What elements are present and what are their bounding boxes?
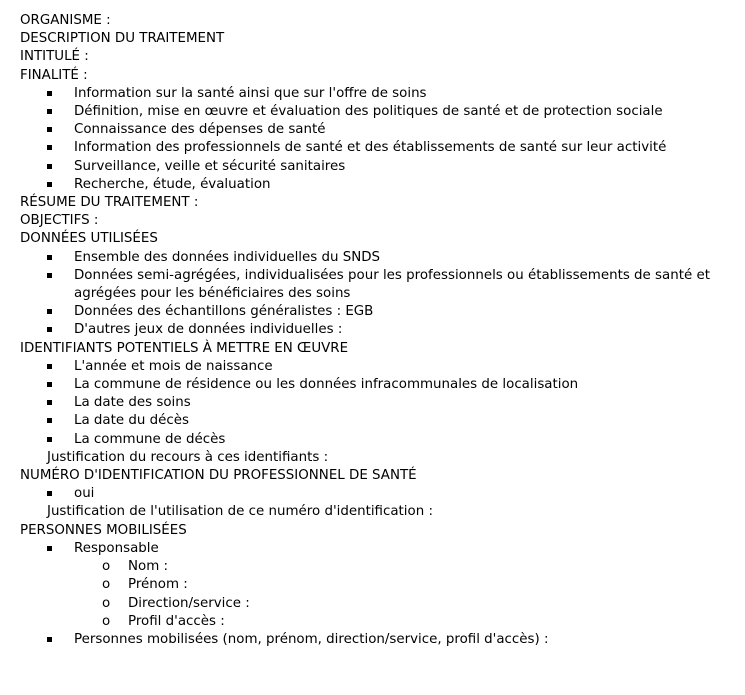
numero-heading: NUMÉRO D'IDENTIFICATION DU PROFESSIONNEL DE SANTÉ bbox=[20, 468, 417, 484]
list-item: Données des échantillons généralistes : EGB bbox=[20, 303, 745, 321]
circle-bullet-icon: o bbox=[102, 613, 111, 629]
list-item: La date du décès bbox=[20, 412, 745, 430]
bullet-icon bbox=[47, 273, 52, 278]
bullet-icon bbox=[47, 127, 52, 132]
bullet-icon bbox=[47, 145, 52, 150]
bullet-icon bbox=[47, 382, 52, 387]
finalite-list bbox=[20, 85, 745, 194]
bullet-icon bbox=[47, 255, 52, 260]
finalite-label: FINALITÉ : bbox=[20, 67, 88, 83]
sub-item-profil: o Profil d'accès : bbox=[20, 613, 745, 631]
list-item: Information sur la santé ainsi que sur l'offre de soins bbox=[20, 85, 745, 103]
intitule-label: INTITULÉ : bbox=[20, 49, 89, 65]
donnees-heading: DONNÉES UTILISÉES bbox=[20, 231, 158, 247]
circle-bullet-icon: o bbox=[102, 577, 111, 593]
sub-item-prenom: o Prénom : bbox=[20, 576, 745, 594]
bullet-icon bbox=[47, 327, 52, 332]
identifiants-justification: Justification du recours à ces identifiants : bbox=[47, 449, 329, 465]
list-item: Ensemble des données individuelles du SNDS bbox=[20, 249, 745, 267]
donnees-list bbox=[20, 249, 745, 340]
list-item-responsable: Responsable bbox=[20, 540, 745, 558]
bullet-icon bbox=[47, 364, 52, 369]
list-item: Connaissance des dépenses de santé bbox=[20, 121, 745, 139]
sub-item-nom: o Nom : bbox=[20, 558, 745, 576]
description-heading: DESCRIPTION DU TRAITEMENT bbox=[20, 31, 225, 47]
identifiants-list bbox=[20, 358, 745, 449]
list-item: Surveillance, veille et sécurité sanitaires bbox=[20, 158, 745, 176]
list-item: Données semi-agrégées, individualisées pour les professionnels ou établissements de santé et agrégées pour les bénéficiaires des soins bbox=[20, 267, 729, 303]
sub-item-direction: o Direction/service : bbox=[20, 595, 745, 613]
list-item-mobilisees: Personnes mobilisées (nom, prénom, direction/service, profil d'accès) : bbox=[20, 631, 745, 649]
circle-bullet-icon: o bbox=[102, 595, 111, 611]
list-item: La date des soins bbox=[20, 394, 745, 412]
numero-list bbox=[20, 485, 745, 503]
bullet-icon bbox=[47, 164, 52, 169]
resume-label: RÉSUME DU TRAITEMENT : bbox=[20, 195, 199, 211]
identifiants-heading: IDENTIFIANTS POTENTIELS À METTRE EN ŒUVRE bbox=[20, 340, 349, 356]
organisme-label: ORGANISME : bbox=[20, 13, 111, 28]
list-item: L'année et mois de naissance bbox=[20, 358, 745, 376]
bullet-icon bbox=[47, 91, 52, 96]
bullet-icon bbox=[47, 182, 52, 187]
bullet-icon bbox=[47, 418, 52, 423]
circle-bullet-icon: o bbox=[102, 559, 111, 575]
bullet-icon bbox=[47, 546, 52, 551]
personnes-heading: PERSONNES MOBILISÉES bbox=[20, 522, 187, 538]
list-item: oui bbox=[20, 485, 745, 503]
numero-justification: Justification de l'utilisation de ce numéro d'identification : bbox=[47, 504, 433, 520]
personnes-list bbox=[20, 540, 745, 649]
bullet-icon bbox=[47, 400, 52, 405]
list-item: La commune de résidence ou les données infracommunales de localisation bbox=[20, 376, 745, 394]
list-item: La commune de décès bbox=[20, 431, 745, 449]
objectifs-label: OBJECTIFS : bbox=[20, 213, 99, 229]
list-item: Définition, mise en œuvre et évaluation des politiques de santé et de protection sociale bbox=[20, 103, 745, 121]
list-item: Recherche, étude, évaluation bbox=[20, 176, 745, 194]
bullet-icon bbox=[47, 637, 52, 642]
list-item: Information des professionnels de santé et des établissements de santé sur leur activité bbox=[20, 139, 745, 157]
bullet-icon bbox=[47, 437, 52, 442]
list-item: D'autres jeux de données individuelles : bbox=[20, 321, 745, 339]
bullet-icon bbox=[47, 109, 52, 114]
bullet-icon bbox=[47, 309, 52, 314]
bullet-icon bbox=[47, 491, 52, 496]
